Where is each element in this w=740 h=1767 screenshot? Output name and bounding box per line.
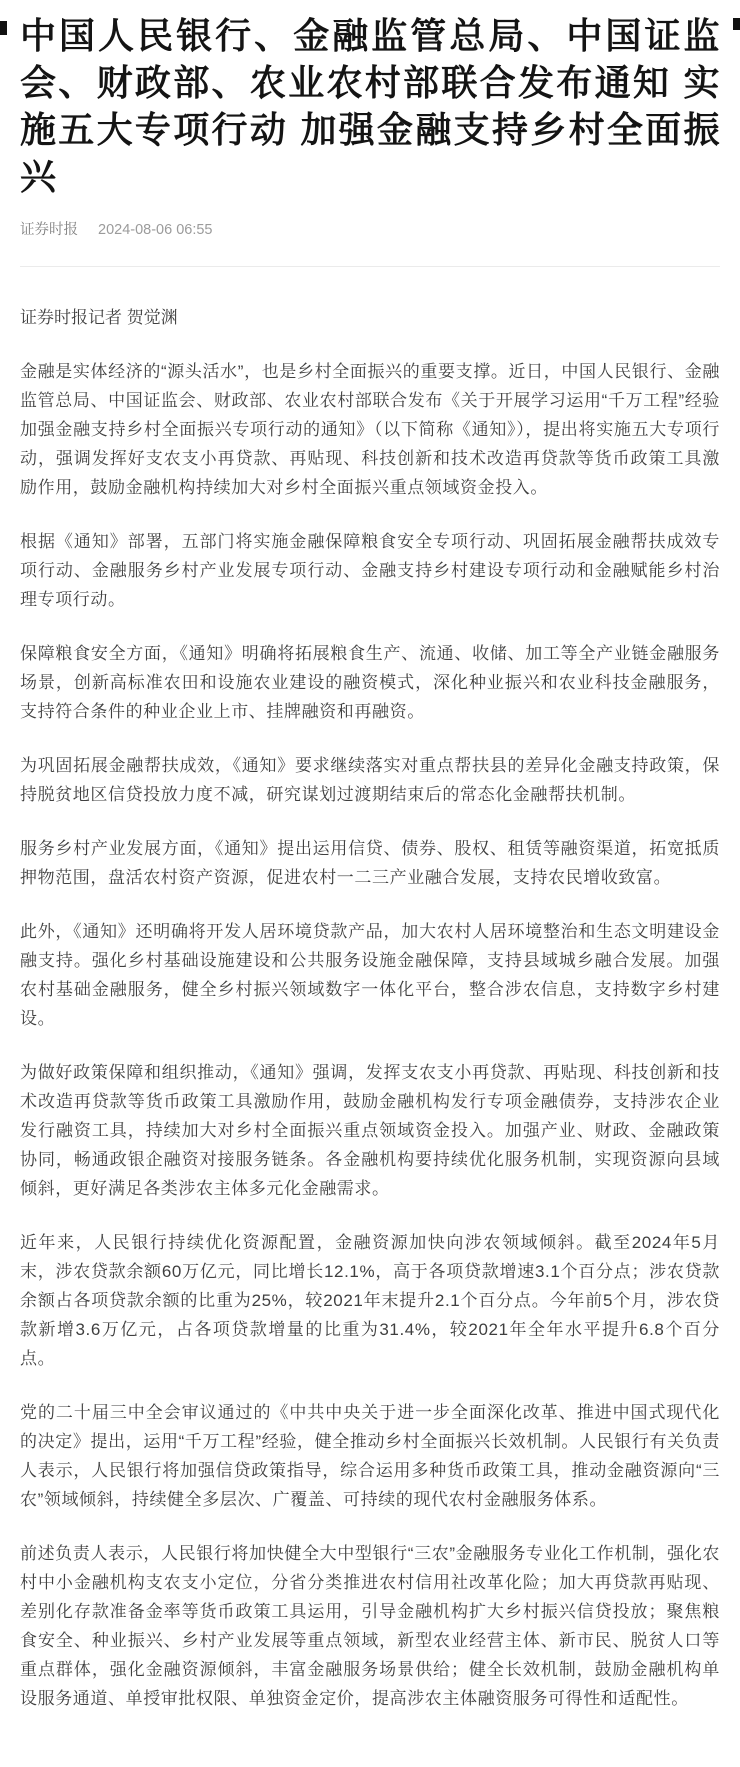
article-paragraph: 金融是实体经济的“源头活水”，也是乡村全面振兴的重要支撑。近日，中国人民银行、金融监管总局、中国证监会、财政部、农业农村部联合发布《关于开展学习运用“千万工程”经验 加强金融支持乡村全面振兴专项行动的通知》（以下简称《通知》），提出将实施五大专项行动，强调发挥好支农支小再贷款、再贴现、科技创新和技术改造再贷款等货币政策工具激励作用，鼓励金融机构持续加大对乡村全面振兴重点领域资金投入。	[20, 362, 720, 497]
article-paragraph: 前述负责人表示，人民银行将加快健全大中型银行“三农”金融服务专业化工作机制，强化农村中小金融机构支农支小定位，分省分类推进农村信用社改革化险；加大再贷款再贴现、差别化存款准备金率等货币政策工具运用，引导金融机构扩大乡村振兴信贷投放；聚焦粮食安全、种业振兴、乡村产业发展等重点领域，新型农业经营主体、新市民、脱贫人口等重点群体，强化金融资源倾斜，丰富金融服务场景供给；健全长效机制，鼓励金融机构单设服务通道、单授审批权限、单独资金定价，提高涉农主体融资服务可得性和适配性。	[20, 1544, 720, 1708]
meta-divider	[20, 266, 720, 267]
article-paragraph: 近年来，人民银行持续优化资源配置，金融资源加快向涉农领域倾斜。截至2024年5月末，涉农贷款余额60万亿元，同比增长12.1%，高于各项贷款增速3.1个百分点；涉农贷款余额占各项贷款余额的比重为25%，较2021年末提升2.1个百分点。今年前5个月，涉农贷款新增3.6万亿元，占各项贷款增量的比重为31.4%，较2021年全年水平提升6.8个百分点。	[20, 1233, 720, 1368]
publish-timestamp: 2024-08-06 06:55	[98, 222, 213, 238]
article-paragraph: 党的二十届三中全会审议通过的《中共中央关于进一步全面深化改革、推进中国式现代化的决定》提出，运用“千万工程”经验，健全推动乡村全面振兴长效机制。人民银行有关负责人表示，人民银行将加强信贷政策指导，综合运用多种货币政策工具，推动金融资源向“三农”领域倾斜，持续健全多层次、广覆盖、可持续的现代农村金融服务体系。	[20, 1403, 720, 1509]
screen-edge-fragment-right	[733, 18, 740, 30]
screen-edge-fragment-left	[0, 21, 7, 35]
article-paragraph: 此外，《通知》还明确将开发人居环境贷款产品，加大农村人居环境整治和生态文明建设金融支持。强化乡村基础设施建设和公共服务设施金融保障，支持县域城乡融合发展。加强农村基础金融服务，健全乡村振兴领域数字一体化平台，整合涉农信息，支持数字乡村建设。	[20, 922, 720, 1028]
article-paragraph: 保障粮食安全方面，《通知》明确将拓展粮食生产、流通、收储、加工等全产业链金融服务场景，创新高标准农田和设施农业建设的融资模式，深化种业振兴和农业科技金融服务，支持符合条件的种业企业上市、挂牌融资和再融资。	[20, 644, 720, 721]
news-article-page	[0, 12, 740, 1767]
article-paragraph: 为做好政策保障和组织推动，《通知》强调，发挥支农支小再贷款、再贴现、科技创新和技术改造再贷款等货币政策工具激励作用，鼓励金融机构发行专项金融债券，支持涉农企业发行融资工具，持续加大对乡村全面振兴重点领域资金投入。加强产业、财政、金融政策协同，畅通政银企融资对接服务链条。各金融机构要持续优化服务机制，实现资源向县域倾斜，更好满足各类涉农主体多元化金融需求。	[20, 1063, 720, 1198]
reporter-byline: 证券时报记者 贺觉渊	[20, 308, 178, 327]
article-body	[20, 357, 720, 1713]
source-name: 证券时报	[20, 222, 78, 238]
article-paragraph: 服务乡村产业发展方面，《通知》提出运用信贷、债券、股权、租赁等融资渠道，拓宽抵质押物范围，盘活农村资产资源，促进农村一二三产业融合发展，支持农民增收致富。	[20, 839, 720, 887]
article-container	[0, 12, 740, 1737]
article-paragraph: 根据《通知》部署，五部门将实施金融保障粮食安全专项行动、巩固拓展金融帮扶成效专项行动、金融服务乡村产业发展专项行动、金融支持乡村建设专项行动和金融赋能乡村治理专项行动。	[20, 532, 720, 609]
article-meta	[20, 220, 720, 240]
article-title: 中国人民银行、金融监管总局、中国证监会、财政部、农业农村部联合发布通知 实施五大专项行动 加强金融支持乡村全面振兴	[20, 15, 720, 197]
article-paragraph: 为巩固拓展金融帮扶成效，《通知》要求继续落实对重点帮扶县的差异化金融支持政策，保持脱贫地区信贷投放力度不减，研究谋划过渡期结束后的常态化金融帮扶机制。	[20, 756, 720, 804]
